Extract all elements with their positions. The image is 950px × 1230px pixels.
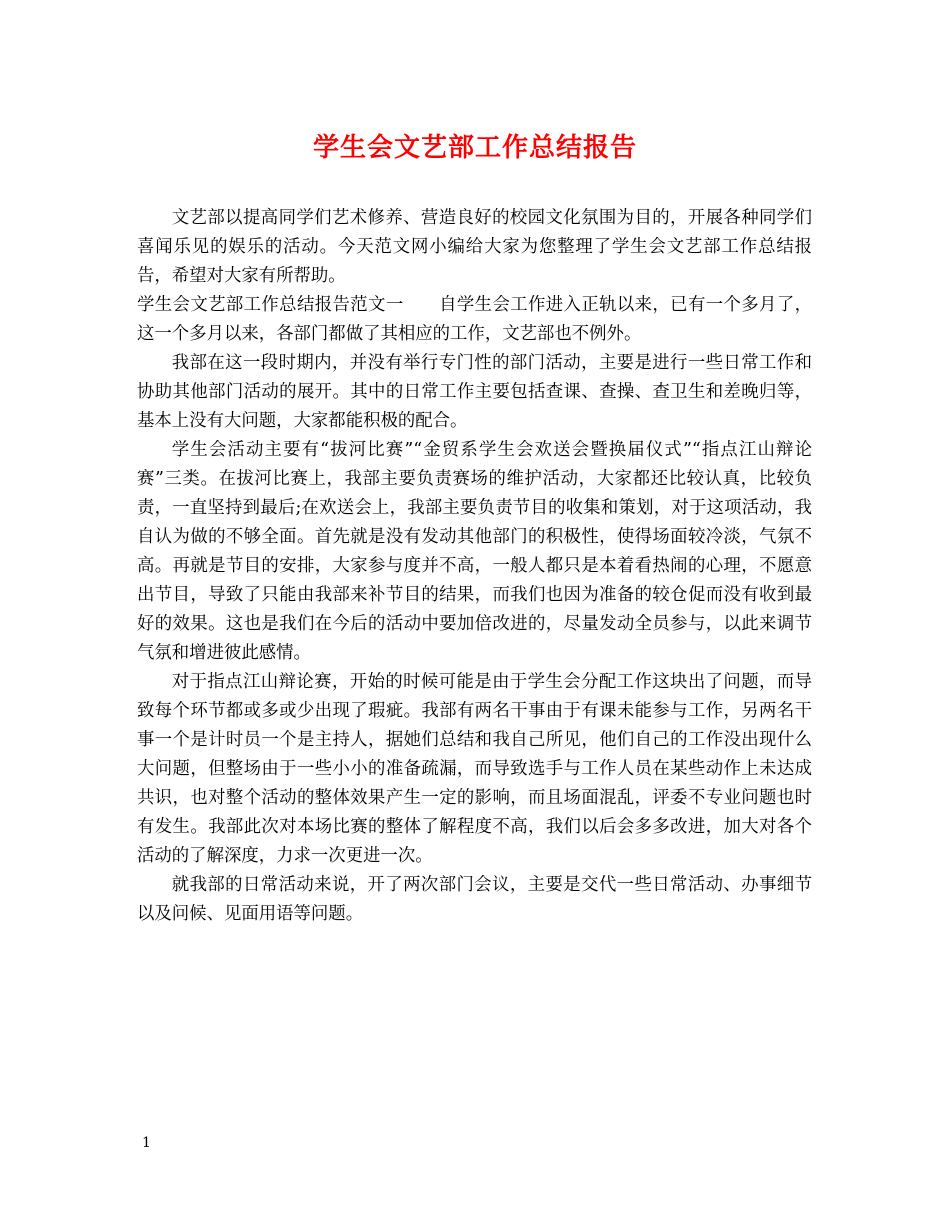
document-body bbox=[137, 204, 812, 929]
page-number: 1 bbox=[142, 1135, 151, 1151]
paragraph-daily-work: 我部在这一段时期内，并没有举行专门性的部门活动，主要是进行一些日常工作和协助其他部门活动的展开。其中的日常工作主要包括查课、查操、查卫生和差晚归等，基本上没有大问题，大家都能积极的配合。 bbox=[137, 353, 812, 431]
paragraph-meetings: 就我部的日常活动来说，开了两次部门会议，主要是交代一些日常活动、办事细节以及问候、见面用语等问题。 bbox=[137, 875, 812, 924]
paragraph-intro: 文艺部以提高同学们艺术修养、营造良好的校园文化氛围为目的，开展各种同学们喜闻乐见的娱乐的活动。今天范文网小编给大家为您整理了学生会文艺部工作总结报告，希望对大家有所帮助。 bbox=[137, 208, 812, 286]
document-title: 学生会文艺部工作总结报告 bbox=[312, 133, 637, 163]
paragraph-activities: 学生会活动主要有“拔河比赛”“金贸系学生会欢送会暨换届仪式”“指点江山辩论赛”三类。在拔河比赛上，我部主要负责赛场的维护活动，大家都还比较认真，比较负责，一直坚持到最后;在欢送会上，我部主要负责节目的收集和策划，对于这项活动，我自认为做的不够全面。首先就是没有发动其他部门的积极性，使得场面较冷淡，气氛不高。再就是节目的安排，大家参与度并不高，一般人都只是本着看热闹的心理，不愿意出节目，导致了只能由我部来补节目的结果，而我们也因为准备的较仓促而没有收到最好的效果。这也是我们在今后的活动中要加倍改进的，尽量发动全员参与，以此来调节气氛和增进彼此感情。 bbox=[137, 440, 812, 663]
paragraph-sample-heading: 学生会文艺部工作总结报告范文一 自学生会工作进入正轨以来，已有一个多月了，这一个多月以来，各部门都做了其相应的工作，文艺部也不例外。 bbox=[137, 295, 812, 344]
paragraph-debate: 对于指点江山辩论赛，开始的时候可能是由于学生会分配工作这块出了问题，而导致每个环节都或多或少出现了瑕疵。我部有两名干事由于有课未能参与工作，另两名干事一个是计时员一个是主持人，据她们总结和我自己所见，他们自己的工作没出现什么大问题，但整场由于一些小小的准备疏漏，而导致选手与工作人员在某些动作上未达成共识，也对整个活动的整体效果产生一定的影响，而且场面混乱，评委不专业问题也时有发生。我部此次对本场比赛的整体了解程度不高，我们以后会多多改进，加大对各个活动的了解深度，力求一次更进一次。 bbox=[137, 672, 812, 866]
